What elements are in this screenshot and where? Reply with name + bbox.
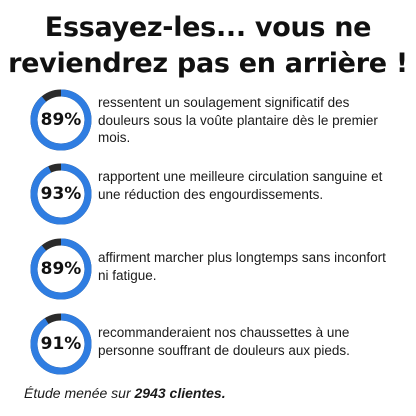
stat-description: affirment marcher plus longtemps sans inconfort ni fatigue.: [98, 250, 386, 283]
progress-ring: [29, 162, 93, 226]
stat-row-2: [26, 162, 396, 226]
headline-line-2: reviendrez pas en arrière !: [8, 48, 408, 79]
stat-description: ressentent un soulagement significatif des douleurs sous la voûte plantaire dès le premier mois.: [98, 95, 378, 145]
page-title: [0, 10, 416, 82]
client-count: 2943 clientes.: [134, 385, 226, 401]
stat-description: rapportent une meilleure circulation sanguine et une réduction des engourdissements.: [98, 169, 383, 202]
percent-value: 91%: [40, 334, 82, 354]
stat-row-3: [26, 237, 396, 301]
stat-description: recommanderaient nos chaussettes à une personne souffrant de douleurs aux pieds.: [98, 325, 350, 358]
stat-row-1: [26, 88, 396, 152]
progress-ring: [29, 312, 93, 376]
percent-value: 93%: [40, 184, 82, 204]
study-footnote: [24, 385, 226, 401]
headline-line-1: Essayez-les... vous ne: [44, 12, 372, 43]
footnote-prefix: Étude menée sur: [24, 385, 135, 401]
progress-ring: [29, 237, 93, 301]
progress-ring: [29, 88, 93, 152]
stat-row-4: [26, 312, 396, 376]
percent-value: 89%: [40, 110, 82, 130]
percent-value: 89%: [40, 259, 82, 279]
